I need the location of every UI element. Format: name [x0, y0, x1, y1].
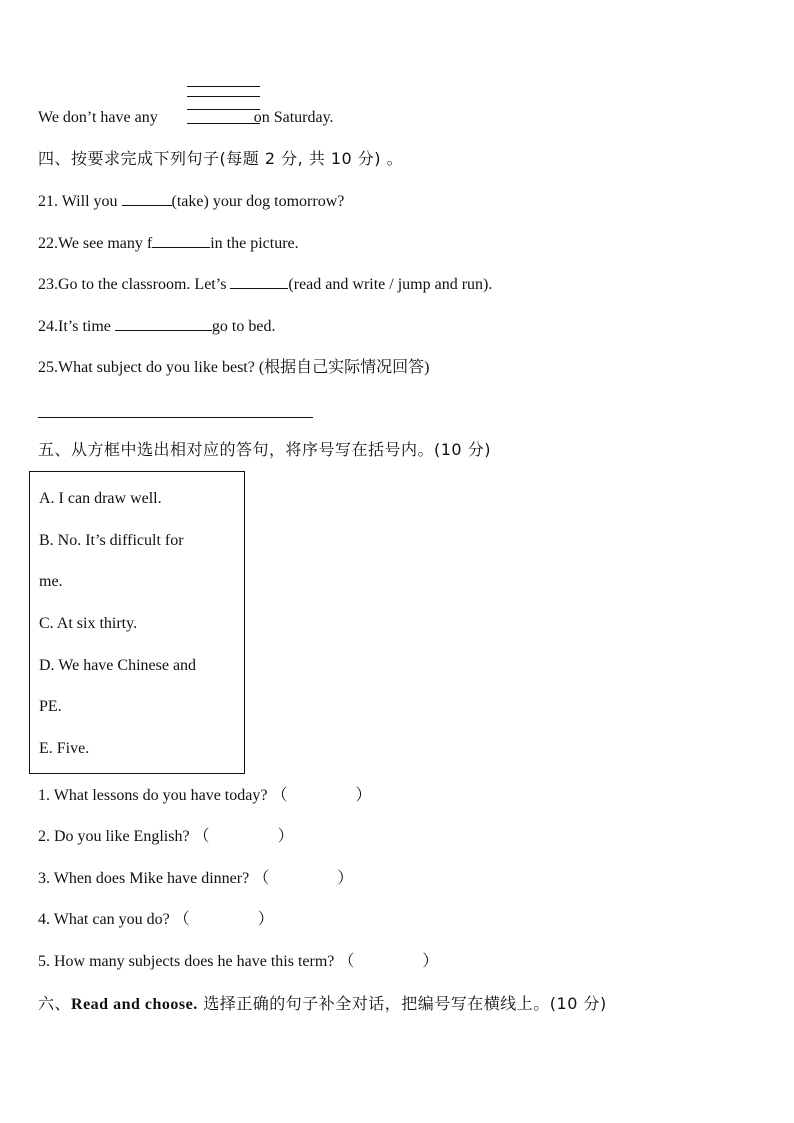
saturday-sentence [38, 108, 334, 128]
match-question-5 [38, 952, 438, 972]
option-e: E. Five. [39, 740, 90, 757]
match-q5-paren-close: ） [422, 953, 439, 970]
match-q3-paren-close: ） [337, 870, 354, 887]
q22-start: 22.We see many f [38, 235, 153, 252]
question-24 [38, 316, 275, 337]
match-q4-text: 4. What can you do? [38, 911, 170, 928]
question-21 [38, 191, 344, 212]
question-22 [38, 233, 299, 254]
option-b-line2: me. [39, 573, 63, 590]
q23-start: 23.Go to the classroom. Let’s [38, 276, 227, 293]
q21-start: 21. Will you [38, 193, 118, 210]
match-q2-paren-open: （ [193, 828, 210, 845]
saturday-sentence-start: We don’t have any [38, 109, 158, 126]
match-question-2 [38, 827, 294, 847]
q24-end: go to bed. [211, 318, 276, 335]
q21-end: (take) your dog tomorrow? [171, 193, 345, 210]
option-d-line1: D. We have Chinese and [39, 657, 197, 674]
q24-blank[interactable] [115, 316, 212, 331]
match-q4-paren-open: （ [173, 911, 190, 928]
option-c: C. At six thirty. [39, 615, 138, 632]
q22-blank[interactable] [152, 233, 210, 248]
match-question-4 [38, 910, 274, 930]
q23-blank[interactable] [230, 274, 288, 289]
q23-end: (read and write / jump and run). [288, 276, 493, 293]
section4-title: 四、按要求完成下列句子(每题 2 分, 共 10 分) 。 [38, 149, 404, 168]
match-q1-paren-open: （ [271, 787, 288, 804]
match-q5-text: 5. How many subjects does he have this term? [38, 953, 335, 970]
match-q2-text: 2. Do you like English? [38, 828, 190, 845]
match-q1-paren-close: ） [355, 787, 372, 804]
option-b-line1: B. No. It’s difficult for [39, 532, 184, 549]
options-box [29, 471, 245, 774]
match-q3-text: 3. When does Mike have dinner? [38, 870, 250, 887]
section6-prefix: 六、 [38, 994, 72, 1013]
saturday-sentence-end: on Saturday. [253, 109, 334, 126]
q22-end: in the picture. [210, 235, 299, 252]
match-q2-paren-close: ） [277, 828, 294, 845]
match-question-3 [38, 869, 353, 889]
match-q1-text: 1. What lessons do you have today? [38, 787, 268, 804]
match-q5-paren-open: （ [338, 953, 355, 970]
option-d-line2: PE. [39, 698, 62, 715]
option-a: A. I can draw well. [39, 490, 162, 507]
match-q3-paren-open: （ [253, 870, 270, 887]
section6-title [38, 994, 607, 1015]
q25-answer-line[interactable] [38, 417, 313, 418]
q24-start: 24.It’s time [38, 318, 111, 335]
match-question-1 [38, 786, 371, 806]
question-25: 25.What subject do you like best? (根据自己实际情况回答) [38, 359, 430, 376]
section5-title: 五、从方框中选出相对应的答句，将序号写在括号内。(10 分) [38, 440, 491, 459]
section6-bold-instruction: Read and choose. [71, 996, 198, 1013]
match-q4-paren-close: ） [257, 911, 274, 928]
question-23 [38, 274, 492, 295]
section6-instruction: 选择正确的句子补全对话，把编号写在横线上。(10 分) [197, 994, 607, 1013]
q21-blank[interactable] [122, 191, 172, 206]
